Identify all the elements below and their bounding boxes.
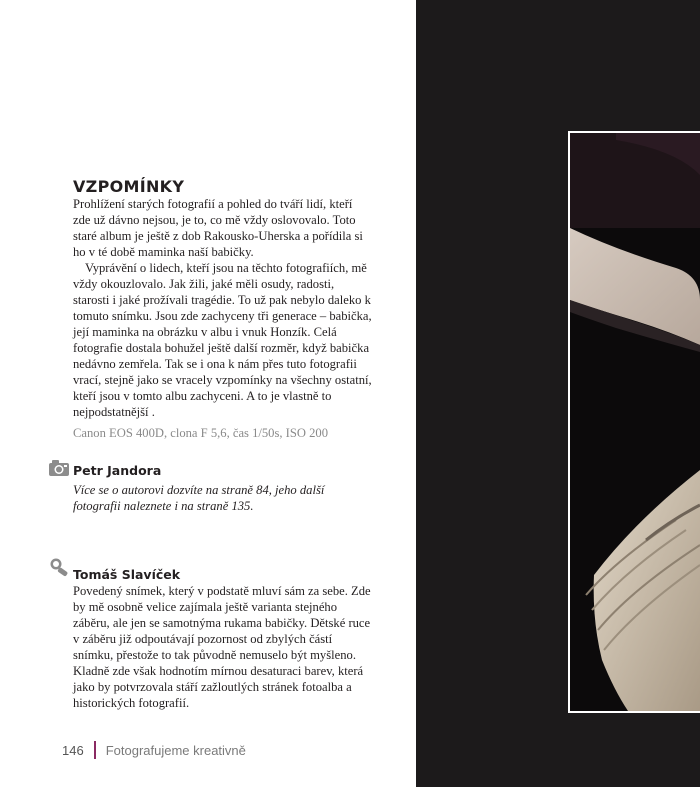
- photo-illustration: [416, 0, 700, 787]
- reviewer-text: Povedený snímek, který v podstatě mluví sám za sebe. Zde by mě osobně velice zajímala ještě varianta stejného záběru, ale jen se samotnýma rukama babičky. Dětské ruce v záběru již odpoutávají pozornost od zbylých částí snímku, přestože to tak původně nemuselo být myšleno. Kladně zde však hodnotím mírnou desaturaci barev, která jako by potvrzovala stáří zažloutlých stránek fotoalba a historických fotografií.: [73, 584, 371, 710]
- article-paragraph-2: Vyprávění o lidech, kteří jsou na těchto fotografiích, mě vždy okouzlovalo. Jak žili, jaké měli osudy, radosti, starosti i jaké prožívali tragédie. To už pak nebylo daleko k tomuto snímku. Jsou zde zachyceny tři generace – babička, její maminka na obrázku v albu i vnuk Honzík. Celá fotografie dostala bohužel ještě další rozměr, když babička nedávno zemřela. Tak se i ona k nám přes tuto fotografii vrací, stejně jako se vracely vzpomínky na všechny ostatní, kteří jsou v tomto albu zachyceni. A to je vlastně to nejpodstatnější .: [73, 261, 372, 419]
- reviewer-name: Tomáš Slavíček: [73, 567, 181, 582]
- camera-icon: [48, 459, 70, 482]
- page-number: 146: [62, 742, 84, 758]
- photograph: [416, 0, 700, 787]
- article-paragraph-1: Prohlížení starých fotografií a pohled do tváří lidí, kteří zde už dávno nejsou, je to, co mě vždy oslovovalo. Toto staré album je ještě z dob Rakousko-Uherska a pořídila si ho v té době maminka naší babičky.: [73, 197, 363, 259]
- exif-info: Canon EOS 400D, clona F 5,6, čas 1/50s, ISO 200: [73, 426, 329, 440]
- footer-divider: [94, 741, 96, 759]
- photographer-bio: Více se o autorovi dozvíte na straně 84, jeho další fotografii naleznete i na straně 135.: [73, 483, 325, 513]
- book-title: Fotografujeme kreativně: [105, 742, 246, 758]
- article-title: VZPOMÍNKY: [73, 177, 185, 196]
- page-footer: [62, 740, 246, 760]
- photographer-name: Petr Jandora: [73, 463, 162, 478]
- magnifier-icon: [49, 557, 71, 582]
